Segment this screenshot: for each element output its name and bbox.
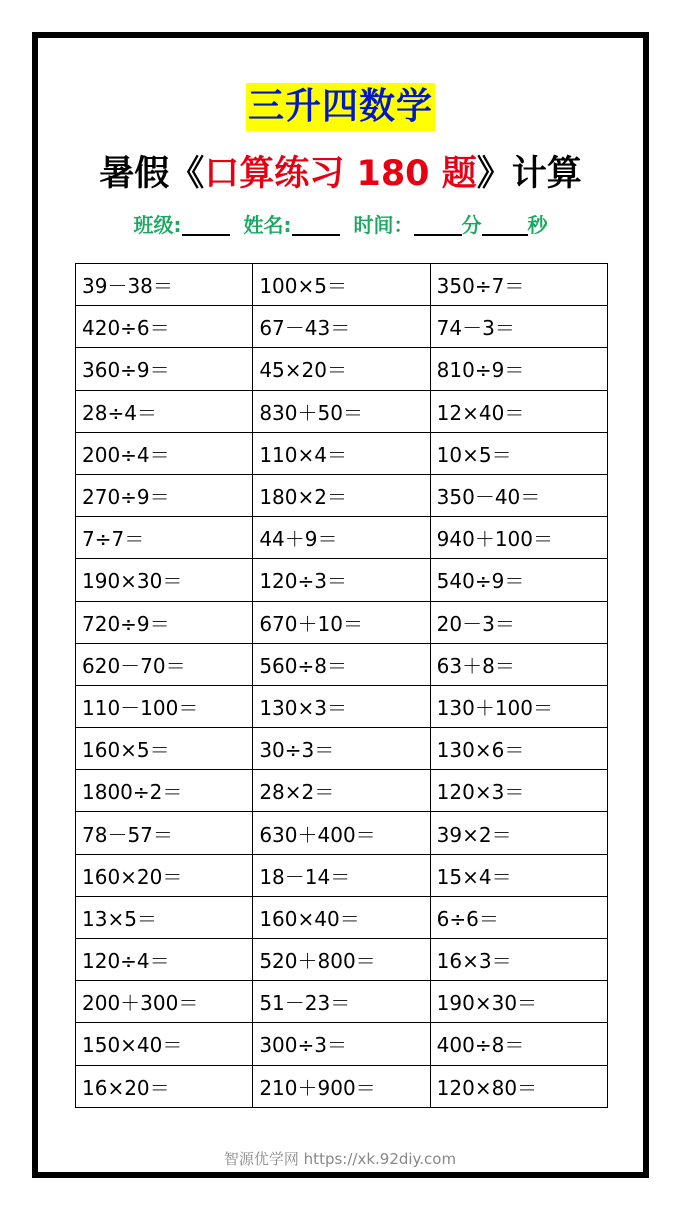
problem-cell: 63＋8＝: [430, 643, 607, 685]
problem-cell: 15×4＝: [430, 854, 607, 896]
problem-row: [76, 770, 608, 812]
problem-row: [76, 474, 608, 516]
problem-cell: 350－40＝: [430, 474, 607, 516]
problem-cell: 200÷4＝: [76, 432, 253, 474]
problem-cell: 830＋50＝: [253, 390, 430, 432]
name-label: 姓名:: [243, 213, 292, 237]
problem-cell: 620－70＝: [76, 643, 253, 685]
problem-row: [76, 517, 608, 559]
problem-cell: 300÷3＝: [253, 1023, 430, 1065]
problem-cell: 720÷9＝: [76, 601, 253, 643]
problem-cell: 400÷8＝: [430, 1023, 607, 1065]
problem-cell: 270÷9＝: [76, 474, 253, 516]
problem-cell: 190×30＝: [76, 559, 253, 601]
problem-cell: 1800÷2＝: [76, 770, 253, 812]
info-line: [38, 210, 643, 240]
problem-cell: 39×2＝: [430, 812, 607, 854]
problem-cell: 540÷9＝: [430, 559, 607, 601]
problem-cell: 200＋300＝: [76, 981, 253, 1023]
problem-cell: 350÷7＝: [430, 264, 607, 306]
problem-cell: 7÷7＝: [76, 517, 253, 559]
seconds-blank: [482, 214, 528, 236]
problem-row: [76, 559, 608, 601]
problem-cell: 78－57＝: [76, 812, 253, 854]
class-label: 班级:: [133, 213, 182, 237]
problem-cell: 39－38＝: [76, 264, 253, 306]
problem-row: [76, 643, 608, 685]
problem-cell: 160×20＝: [76, 854, 253, 896]
problem-cell: 12×40＝: [430, 390, 607, 432]
problem-cell: 130＋100＝: [430, 685, 607, 727]
problem-row: [76, 854, 608, 896]
time-label: 时间：: [353, 213, 414, 237]
problems-body: [76, 264, 608, 1108]
class-blank: [182, 214, 230, 236]
problem-cell: 560÷8＝: [253, 643, 430, 685]
worksheet-frame: [32, 32, 649, 1178]
problems-table: [75, 263, 608, 1108]
subtitle-prefix: 暑假《: [99, 154, 205, 194]
problem-cell: 210＋900＝: [253, 1065, 430, 1107]
problem-cell: 20－3＝: [430, 601, 607, 643]
minutes-blank: [414, 214, 462, 236]
problem-cell: 940＋100＝: [430, 517, 607, 559]
problem-cell: 45×20＝: [253, 348, 430, 390]
subtitle-suffix: 》计算: [476, 154, 582, 194]
problem-cell: 360÷9＝: [76, 348, 253, 390]
problem-cell: 13×5＝: [76, 896, 253, 938]
problem-cell: 74－3＝: [430, 306, 607, 348]
problem-cell: 810÷9＝: [430, 348, 607, 390]
worksheet-title: 三升四数学: [246, 83, 435, 131]
problem-cell: 160×5＝: [76, 728, 253, 770]
problem-cell: 190×30＝: [430, 981, 607, 1023]
problem-row: [76, 939, 608, 981]
problem-cell: 130×6＝: [430, 728, 607, 770]
problem-row: [76, 728, 608, 770]
problem-cell: 28÷4＝: [76, 390, 253, 432]
problem-row: [76, 390, 608, 432]
problem-cell: 160×40＝: [253, 896, 430, 938]
minutes-label: 分: [461, 213, 482, 237]
problem-cell: 120÷4＝: [76, 939, 253, 981]
problem-row: [76, 685, 608, 727]
problem-cell: 100×5＝: [253, 264, 430, 306]
problem-row: [76, 348, 608, 390]
problem-row: [76, 896, 608, 938]
problem-cell: 630＋400＝: [253, 812, 430, 854]
worksheet-subtitle: [38, 151, 643, 197]
problem-cell: 130×3＝: [253, 685, 430, 727]
problem-cell: 16×20＝: [76, 1065, 253, 1107]
problem-row: [76, 812, 608, 854]
problem-cell: 30÷3＝: [253, 728, 430, 770]
problem-cell: 110×4＝: [253, 432, 430, 474]
problem-row: [76, 981, 608, 1023]
problem-cell: 520＋800＝: [253, 939, 430, 981]
problem-cell: 150×40＝: [76, 1023, 253, 1065]
problem-cell: 420÷6＝: [76, 306, 253, 348]
problem-cell: 18－14＝: [253, 854, 430, 896]
problem-row: [76, 432, 608, 474]
problem-cell: 670＋10＝: [253, 601, 430, 643]
problem-row: [76, 1023, 608, 1065]
problem-cell: 120÷3＝: [253, 559, 430, 601]
problem-cell: 51－23＝: [253, 981, 430, 1023]
problem-row: [76, 601, 608, 643]
problem-cell: 110－100＝: [76, 685, 253, 727]
problem-cell: 6÷6＝: [430, 896, 607, 938]
seconds-label: 秒: [527, 213, 548, 237]
name-blank: [292, 214, 340, 236]
problem-cell: 120×80＝: [430, 1065, 607, 1107]
problem-cell: 120×3＝: [430, 770, 607, 812]
problem-cell: 16×3＝: [430, 939, 607, 981]
problem-cell: 44＋9＝: [253, 517, 430, 559]
watermark-footer: 智源优学网 https://xk.92diy.com: [223, 1150, 457, 1168]
title-wrapper: [38, 83, 643, 131]
problem-row: [76, 264, 608, 306]
problem-cell: 180×2＝: [253, 474, 430, 516]
problem-row: [76, 306, 608, 348]
problem-cell: 28×2＝: [253, 770, 430, 812]
subtitle-highlight: 口算练习 180 题: [204, 154, 477, 194]
problem-cell: 67－43＝: [253, 306, 430, 348]
problem-cell: 10×5＝: [430, 432, 607, 474]
problem-row: [76, 1065, 608, 1107]
